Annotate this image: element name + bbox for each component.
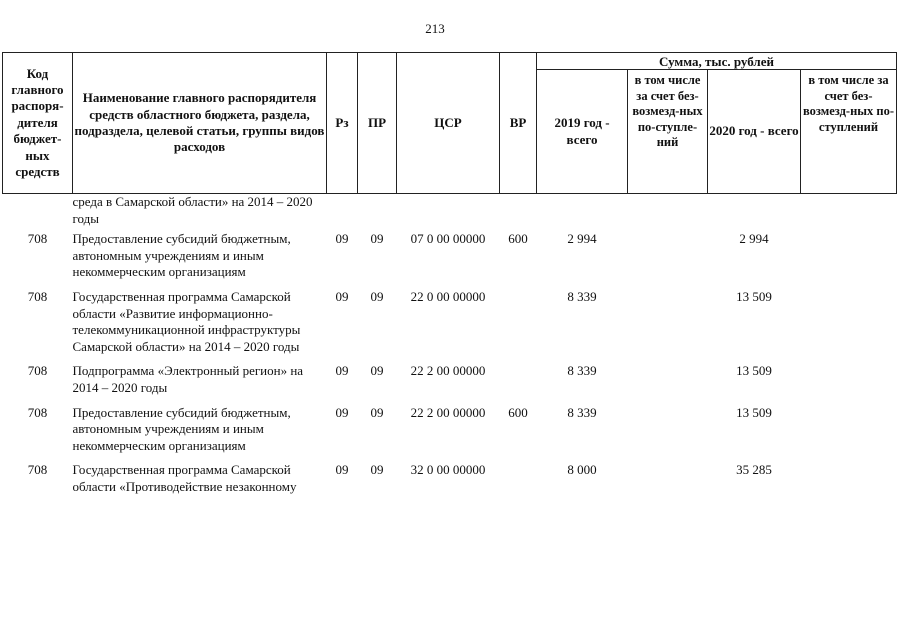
cell-2020-free [801,462,897,503]
cell-code [3,194,73,232]
cell-code: 708 [27,363,48,379]
header-csr: ЦСР [397,53,500,194]
cell-2020-total: 2 994 [739,231,769,247]
cell-csr [397,194,500,232]
table-header [3,53,897,194]
budget-table [2,52,897,504]
cell-code: 708 [27,231,48,247]
header-2020-free: в том числе за счет без-возмезд-ных по-ступлений [801,70,897,194]
header-code: Код главного распоря-дителя бюджет-ных средств [3,53,73,194]
cell-rz: 09 [335,404,349,420]
table-row [3,363,897,404]
cell-2019-total: 2 994 [567,231,597,247]
header-2019-total: 2019 год - всего [537,70,628,194]
cell-rz: 09 [335,462,349,478]
cell-vr [500,363,537,404]
cell-name: Государственная программа Самарской области «Противодействие незаконному [72,462,297,494]
cell-rz: 09 [335,288,349,304]
cell-2019-total [537,194,628,232]
cell-csr: 22 0 00 00000 [410,288,486,304]
cell-pr: 09 [370,231,384,247]
header-pr: ПР [358,53,397,194]
cell-vr: 600 [508,231,528,247]
cell-2020-total [708,194,801,232]
cell-2019-free [628,194,708,232]
header-2020-total: 2020 год - всего [708,70,801,194]
cell-rz: 09 [335,363,349,379]
cell-2020-total: 13 509 [736,288,772,304]
cell-2019-free [628,289,708,363]
table-body [3,194,897,504]
cell-vr [500,194,537,232]
table-row [3,231,897,289]
cell-2019-total: 8 339 [567,363,597,379]
cell-2020-free [801,363,897,404]
cell-rz [327,194,358,232]
cell-2020-free [801,194,897,232]
page-number: 213 [425,21,445,36]
cell-2020-total: 13 509 [736,404,772,420]
cell-name: Государственная программа Самарской области «Развитие информационно-телекоммуникационной инфраструктуры Самарской области» на 2014 – 2020 годы [72,288,301,354]
cell-2019-total: 8 339 [567,288,597,304]
cell-2019-free [628,363,708,404]
header-2019-free: в том числе за счет без-возмезд-ных по-ступле-ний [628,70,708,194]
table-row [3,289,897,363]
cell-csr: 07 0 00 00000 [410,231,486,247]
header-sum: Сумма, тыс. рублей [537,53,897,70]
cell-name: Предоставление субсидий бюджетным, автономным учреждениям и иным некоммерческим организациям [72,231,291,280]
cell-2019-free [628,462,708,503]
cell-2019-free [628,405,708,463]
cell-2020-total: 13 509 [736,363,772,379]
cell-2020-free [801,231,897,289]
cell-rz: 09 [335,231,349,247]
cell-2020-free [801,289,897,363]
cell-2019-free [628,231,708,289]
cell-pr: 09 [370,363,384,379]
cell-code: 708 [27,462,48,478]
cell-code: 708 [27,288,48,304]
cell-pr: 09 [370,404,384,420]
cell-vr: 600 [508,404,528,420]
cell-name: среда в Самарской области» на 2014 – 2020 годы [72,194,313,226]
cell-name: Подпрограмма «Электронный регион» на 2014 – 2020 годы [72,363,304,395]
cell-2020-total: 35 285 [736,462,772,478]
cell-pr: 09 [370,288,384,304]
header-name: Наименование главного распорядителя средств областного бюджета, раздела, подраздела, целевой статьи, группы видов расходов [73,53,327,194]
cell-pr: 09 [370,462,384,478]
header-rz: Рз [327,53,358,194]
header-vr: ВР [500,53,537,194]
cell-2020-free [801,405,897,463]
cell-name: Предоставление субсидий бюджетным, автономным учреждениям и иным некоммерческим организациям [72,404,291,453]
cell-pr [358,194,397,232]
cell-2019-total: 8 000 [567,462,597,478]
table-row [3,405,897,463]
table-row [3,462,897,503]
cell-csr: 22 2 00 00000 [410,404,486,420]
cell-2019-total: 8 339 [567,404,597,420]
cell-code: 708 [27,404,48,420]
cell-vr [500,289,537,363]
table-row [3,194,897,232]
cell-vr [500,462,537,503]
cell-csr: 22 2 00 00000 [410,363,486,379]
cell-csr: 32 0 00 00000 [410,462,486,478]
